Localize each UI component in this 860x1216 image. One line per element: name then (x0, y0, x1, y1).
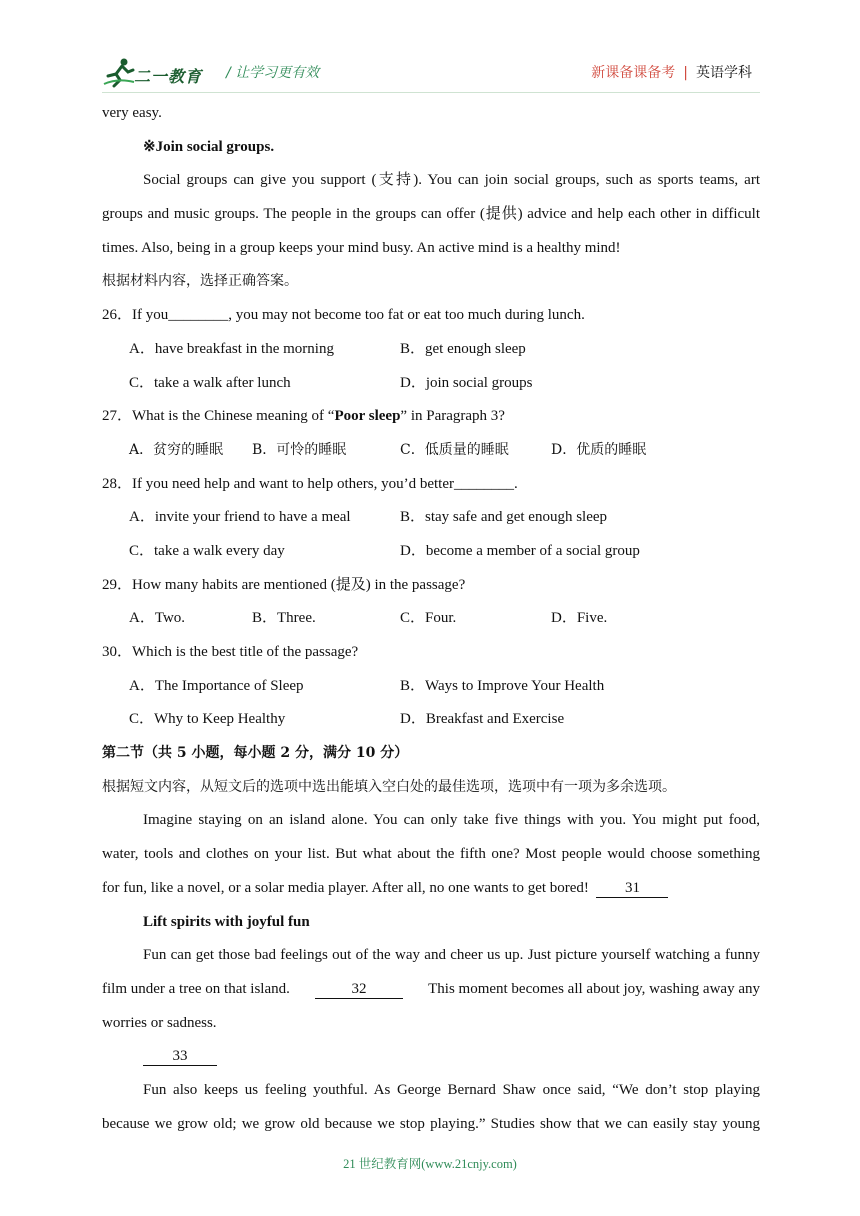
option-a[interactable]: A．The Importance of Sleep (129, 677, 304, 694)
option-a[interactable]: A．invite your friend to have a meal (129, 509, 351, 526)
option-row (102, 535, 760, 569)
option-d[interactable]: D．Breakfast and Exercise (400, 711, 565, 728)
slogan: / 让学习更有效 (226, 65, 320, 81)
option-b[interactable]: B．get enough sleep (400, 340, 526, 357)
text-line: times. Also, being in a group keeps your mind busy. An active mind is a healthy mind! (102, 239, 621, 256)
question-stem (102, 400, 760, 434)
question-stem: 28．If you need help and want to help others, you’d better________. (102, 475, 518, 492)
option-c[interactable]: C．低质量的睡眠 (400, 441, 509, 458)
question-stem: 30．Which is the best title of the passage? (102, 644, 359, 660)
stem-bold: Poor sleep (334, 408, 401, 425)
text-line (102, 973, 760, 1007)
text-line: very easy. (102, 105, 162, 121)
option-b[interactable]: B．Three. (252, 610, 316, 627)
question-stem: 26．If you________, you may not become too fat or eat too much during lunch. (102, 307, 585, 324)
blank-31[interactable]: 31 (596, 879, 668, 898)
header-label: 新课备课备考 (591, 65, 676, 81)
option-row (102, 434, 760, 468)
header-right (591, 62, 752, 82)
stem-pre: 27．What is the Chinese meaning of “ (102, 408, 335, 425)
option-c[interactable]: C．Why to Keep Healthy (129, 711, 286, 728)
option-a[interactable]: A．Two. (129, 610, 186, 627)
section2-instruction: 根据短文内容，从短文后的选项中选出能填入空白处的最佳选项，选项中有一项为多余选项。 (102, 778, 676, 795)
option-row (102, 333, 760, 367)
text-line: groups and music groups. The people in the groups can offer (提供) advice and help each other in difficult (102, 206, 760, 223)
text-line (102, 872, 760, 906)
header-separator: | (683, 65, 688, 81)
text-line: because we grow old; we grow old because we stop playing.” Studies show that we can easily stay young (102, 1115, 760, 1132)
stem-post: ” in Paragraph 3? (400, 408, 505, 425)
option-b[interactable]: B．stay safe and get enough sleep (400, 509, 608, 526)
header-divider (102, 92, 760, 93)
section-heading: ※Join social groups. (143, 138, 275, 155)
text-line: Fun can get those bad feelings out of the way and cheer us up. Just picture yourself watching a funny (143, 947, 760, 964)
page-footer: 21 世纪教育网(www.21cnjy.com) (343, 1157, 517, 1171)
text-span: film under a tree on that island. (102, 980, 290, 997)
text-line (102, 1040, 760, 1074)
option-c[interactable]: C．take a walk every day (129, 542, 285, 559)
blank-33[interactable]: 33 (143, 1047, 217, 1066)
option-c[interactable]: C．Four. (400, 610, 457, 627)
sub-heading: Lift spirits with joyful fun (143, 913, 310, 930)
option-b[interactable]: B．Ways to Improve Your Health (400, 677, 605, 694)
option-c[interactable]: C．take a walk after lunch (129, 374, 291, 391)
option-row (102, 670, 760, 704)
blank-32[interactable]: 32 (315, 980, 403, 999)
document-body (102, 97, 760, 1141)
text-span: This moment becomes all about joy, washing away any (428, 980, 760, 997)
page-header (102, 54, 760, 90)
option-row (102, 703, 760, 737)
option-d[interactable]: D．become a member of a social group (400, 542, 640, 559)
option-row (102, 501, 760, 535)
option-row (102, 367, 760, 401)
instruction: 根据材料内容，选择正确答案。 (102, 273, 298, 290)
option-d[interactable]: D．join social groups (400, 374, 533, 391)
option-d[interactable]: D．优质的睡眠 (551, 441, 647, 458)
section2-heading: 第二节（共 5 小题，每小题 2 分，满分 10 分） (102, 745, 409, 762)
text-line: Imagine staying on an island alone. You can only take five things with you. You might put food, (143, 812, 760, 829)
brand-logo (102, 56, 212, 88)
text-line: Social groups can give you support (支持). You can join social groups, such as sports teams, art (143, 172, 760, 189)
option-d[interactable]: D．Five. (551, 610, 608, 627)
text-line: Fun also keeps us feeling youthful. As George Bernard Shaw once said, “We don’t stop playing (143, 1081, 760, 1098)
text-line: water, tools and clothes on your list. But what about the fifth one? Most people would choose something (102, 846, 760, 863)
runner-icon (102, 56, 136, 88)
question-stem: 29．How many habits are mentioned (提及) in the passage? (102, 576, 466, 593)
option-a[interactable]: A．have breakfast in the morning (129, 340, 334, 357)
option-b[interactable]: B．可怜的睡眠 (252, 441, 347, 458)
logo-text: 二一教育 (134, 67, 203, 86)
text-line: worries or sadness. (102, 1014, 217, 1031)
text-span: for fun, like a novel, or a solar media player. After all, no one wants to get bored! (102, 879, 589, 896)
option-row (102, 602, 760, 636)
option-a[interactable]: A．贫穷的睡眠 (129, 441, 224, 458)
subject-label: 英语学科 (696, 65, 752, 81)
